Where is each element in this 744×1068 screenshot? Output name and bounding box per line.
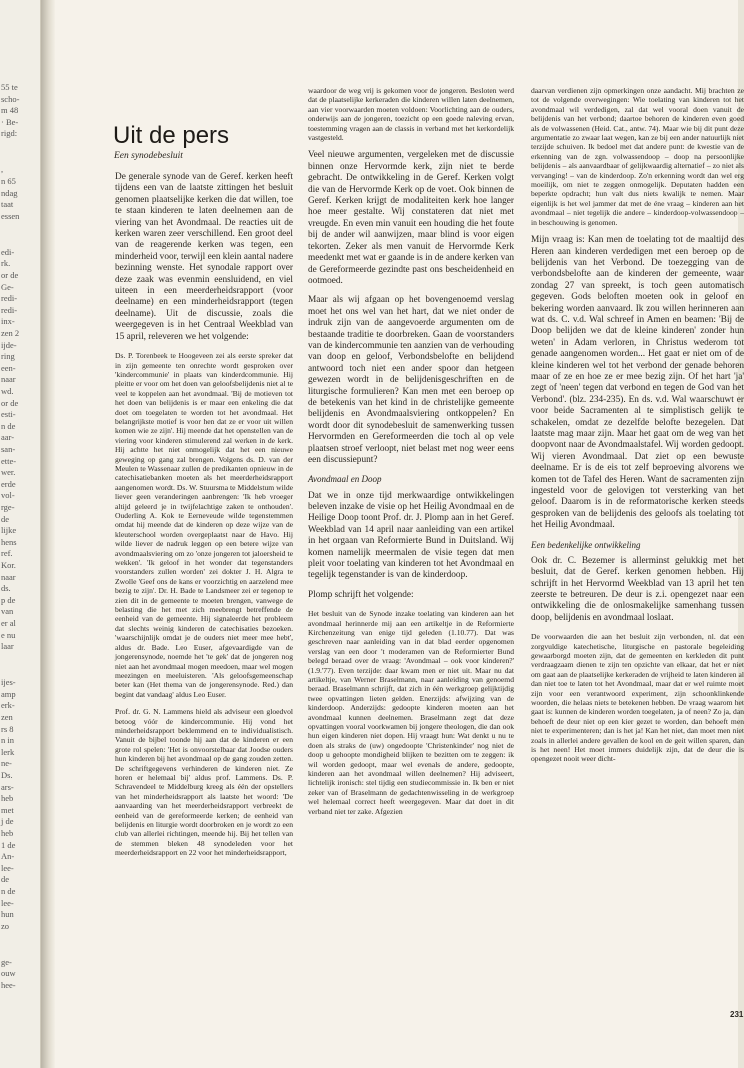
- section-heading: Een bedenkelijke ontwikkeling: [531, 539, 641, 550]
- edge-text-fragment: edi-: [1, 246, 15, 257]
- edge-text-fragment: de: [1, 874, 10, 885]
- paragraph: waardoor de weg vrij is gekomen voor de jongeren. Besloten werd dat de plaatselijke kerkeraden die kinderen willen laten deelnemen, aan vier voorwaarden moeten voldoen: Voorlichting aan de ouders, onderwijs aan de jongeren, toezicht op een goede naleving ervan, toestemming vragen aan de classis in verband met het kerkordelijk vastgesteld.: [308, 86, 514, 143]
- paragraph: Prof. dr. G. N. Lammens hield als adviseur een gloedvol betoog vóór de kindercommunie. Hij vond het minderheidsrapport beklemmend en te individualistisch. Vanuit de bijbel toonde hij aan dat de kinderen er een grote rol spelen: 'Het is onvoorstelbaar dat Joodse ouders hun kinderen bij het avondmaal op de gang zouden zetten. De schriftgegevens verhinderen de kinderen niet. Ze horen er helemaal bij' aldus prof. Lammens. Ds. P. Schravendeel te Middelburg kreeg als één der opstellers van het minderheidsrapport als laatste het woord: 'De aanvaarding van het meerderheidsrapport verbreekt de eenheid van de gereformeerde kerken; de eenheid van belijdenis en liturgie wordt doorbroken en je wordt zo een club van allerlei richtingen, meende hij. Bij het tellen van de stemmen bleken 48 synodeleden voor het meerderheidsrapport en 22 voor het minderheidsrapport,: [115, 707, 293, 858]
- edge-text-fragment: redi-: [1, 304, 18, 315]
- edge-text-fragment: lerk: [1, 746, 15, 757]
- edge-text-fragment: rigd:: [1, 128, 18, 139]
- edge-text-fragment: ref.: [1, 548, 13, 559]
- edge-text-fragment: lee-: [1, 897, 14, 908]
- edge-text-fragment: wer.: [1, 467, 16, 478]
- edge-text-fragment: n de: [1, 886, 16, 896]
- page-number: 231: [730, 1010, 744, 1019]
- edge-text-fragment: aar-: [1, 432, 15, 443]
- paragraph: daarvan verdienen zijn opmerkingen onze aandacht. Mij brachten ze tot de volgende overwegingen: Wie toelating van kinderen tot het avondmaal wil verdedigen, zal dat wel vooral doen vanuit de belijdenis van het verbond; daartoe behoren de kinderen even goed als de volwassenen (Heid. Cat., antw. 74). Maar wie bij dit punt deze argumentatie zo zwaar laat wegen, kan ze bij een ander natuurlijk niet terzijde schuiven. Ik bedoel met dat andere punt: de kwestie van de erkenning van de zgn. volwassendoop – doop na persoonlijke belijdenis – als aanvaardbaar of gelijkwaardig alternatief – zo niet als vervanging! – van de kinderdoop. Zo'n erkenning wordt dan wel erg moeilijk, om niet te zeggen onmogelijk. Deputaten hadden een beperkte opdracht; hun valt dus niets kwalijk te nemen. Maar eigenlijk is het wel jammer dat met de éne vraag – kinderen aan het avondmaal – niet tegelijk die andere – kinderdoop-volwassendoop – in beschouwing is genomen.: [531, 86, 744, 227]
- edge-text-fragment: inx-: [1, 316, 15, 327]
- edge-text-fragment: or de: [1, 270, 19, 280]
- column-3: [531, 86, 744, 772]
- edge-text-fragment: wd.: [1, 386, 14, 396]
- paragraph: De generale synode van de Geref. kerken heeft tijdens een van de laatste zittingen het besluit genomen plaatselijke kerken die dat willen, toe te staan kinderen te laten deelnemen aan de viering van het Avondmaal. De reacties uit de kerken waren zeer verschillend. Een groot deel van de reagerende kerken was tegen, een minderheid voor, terwijl een klein aantal nadere bezinning wenste. Het synodale rapport over deze zaak was evenmin eensluidend, en viel uiteen in een meerderheidsrapport (voor deelname) en een minderheidsrapport (tegen deelname). Uit de discussie, zoals die weergegeven is in het Centraal Weekblad van 15 april, releveren we het volgende:: [115, 172, 294, 342]
- edge-text-fragment: zo: [1, 920, 10, 931]
- paragraph: Ook dr. C. Bezemer is allerminst gelukkig met het besluit, dat de Geref. kerken genomen hebben. Hij schrijft in het Hervormd Weekblad van 13 april het ten zeerste te betreuren. De deur is z.i. opengezet naar een ontwikkeling die de onlosmakelijke samenhang tussen doop, belijdenis en avondmaal loslaat.: [531, 555, 744, 623]
- edge-text-fragment: lee-: [1, 862, 14, 873]
- edge-text-fragment: vol-: [1, 490, 15, 501]
- edge-text-fragment: hee-: [1, 980, 16, 990]
- edge-text-fragment: zen 2: [1, 328, 20, 338]
- edge-text-fragment: naar: [1, 374, 16, 385]
- edge-text-fragment: amp: [1, 688, 16, 699]
- paragraph: Plomp schrijft het volgende:: [308, 589, 414, 600]
- edge-text-fragment: e nu: [1, 629, 16, 640]
- edge-text-fragment: ijes-: [1, 677, 16, 688]
- edge-text-fragment: p de: [1, 594, 16, 605]
- edge-text-fragment: j de: [1, 816, 14, 827]
- edge-text-fragment: taat: [1, 199, 14, 210]
- edge-text-fragment: ge-: [1, 956, 12, 967]
- edge-text-fragment: naar: [1, 571, 16, 582]
- edge-text-fragment: 55 te: [1, 82, 18, 92]
- edge-text-fragment: san-: [1, 444, 16, 454]
- edge-text-fragment: van: [1, 606, 14, 617]
- edge-text-fragment: heb: [1, 793, 14, 804]
- edge-text-fragment: laar: [1, 641, 14, 652]
- previous-page-edge: [0, 0, 41, 1068]
- edge-text-fragment: er al: [1, 618, 16, 628]
- edge-text-fragment: · Be-: [1, 116, 19, 127]
- section-heading: Avondmaal en Doop: [308, 474, 382, 485]
- edge-text-fragment: 1 de: [1, 839, 16, 850]
- edge-text-fragment: lijke: [1, 525, 17, 536]
- edge-text-fragment: met: [1, 804, 14, 815]
- edge-text-fragment: rs 8: [1, 723, 14, 734]
- paragraph: De voorwaarden die aan het besluit zijn verbonden, nl. dat een zorgvuldige katechetische, liturgische en pastorale begeleiding gewaarborgd moeten zijn, dat de gemeenten en kerkleden dit punt verdraagzaam dienen te zijn ten opzichte van elkaar, dat het er niet om gaat aan de plaatselijke kerkeraden de vrijheid te laten kinderen al dan niet toe te laten tot het Avondmaal, maar dat er wel ruimte moet zijn voor een verantwoord experiment, zijn schoonklinkende woorden, die helaas niets te betekenen hebben. De vraag waarom het gaat is: kunnen de kinderen worden toegelaten, ja of neen? Zo ja, dan behoeft de deur niet op een kier gezet te worden, dan behoeft men niet te experimenteren; dan is het ja! Kan het niet, dan moet men niet zoals in allerlei andere gevallen de kool en de geit willen sparen, dan is het neen! Het moet immers duidelijk zijn, dat de deur die is opengezet nooit weer dicht-: [531, 632, 744, 764]
- edge-text-fragment: n 65: [1, 176, 16, 186]
- edge-text-fragment: ds.: [1, 583, 11, 594]
- edge-text-fragment: hens: [1, 536, 17, 547]
- edge-text-fragment: zen: [1, 712, 13, 722]
- paragraph: Het besluit van de Synode inzake toelating van kinderen aan het avondmaal herinnerde mij aan een artikeltje in de Reformierte Kirchenzeitung van enige tijd geleden (1.10.77). Dat was geschreven naar aanleiding van in dat blad eerder opgenomen verslag van een door 't moderamen van de Reformierter Bund belegd beraad over de vraag: 'Avondmaal – ook voor kinderen?' (1.9.'77). Even terzijde: daar kwam men er niet uit. Maar nu dat artikeltje, van Werner Braselmann, naar aanleiding van genoemd beraad. Braselmann schrijft, dat zich in één werkgroep gelijktijdig twee opvattingen lieten gelden. Enerzijds: afwijzing van de kinderdoop. Anderzijds: gedoopte kinderen moeten aan het avondmaal kunnen deelnemen. Braselmann zegt dat deze opvattingen vooral voorkwamen bij jongere theologen, die dan ook hun eigen kinderen niet dopen. Hij vraagt hun: Wat denkt u nu te doen als straks de (uw) ongedoopte 'Christenkinder' nog niet de doop u gehoopte mondigheid blijken te bezitten om te zeggen: ik wil worden gedoopt, maar wel evenals de andere, gedoopte, kinderen aan het avondmaal willen deelnemen? Hij adviseert, lichtelijk ironisch: stel tijdig een studiecommissie in. Ik ben er niet zeker van of Braselmann de gedachtenwisseling in de werkgroep wel helemaal correct heeft weergegeven. Maar dat doet in dit verband niet ter zake. Afgezien: [308, 609, 514, 816]
- edge-text-fragment: Kor.: [1, 560, 16, 570]
- paragraph: Dat we in onze tijd merkwaardige ontwikkelingen beleven inzake de visie op het Heilig Avondmaal en de Heilige Doop toont Prof. dr. J. Plomp aan in het Geref. Weekblad van 14 april naar aanleiding van een artikel in het orgaan van Reformierte Bund in Duitsland. Wij komen namelijk meermalen de visie tegen dat men pleit voor toelating van kinderen tot het Avondmaal en tegelijk tegenstander is van de kinderdoop.: [308, 490, 514, 581]
- paragraph: Veel nieuwe argumenten, vergeleken met de discussie binnen onze Hervormde kerk, zijn niet te berde gebracht. De ontwikkeling in de Geref. Kerken volgt die van de Hervormde Kerk op de voet. Ook binnen de Geref. Kerken krijgt de modaliteiten kerk hoe langer hoe meer gestalte. Wij constateren dat niet met vreugde. En even min vanuit een houding die het foute bij de ander wil aanwijzen, maar blind is voor eigen tekorten. Zeker als men vanuit de Hervormde Kerk meedenkt met wat er gaande is in de andere kerken van de Gereformeerde gezindte past ons bescheidenheid en ootmoed.: [308, 150, 514, 286]
- edge-text-fragment: ouw: [1, 968, 16, 979]
- edge-text-fragment: ndag: [1, 187, 18, 198]
- page: [55, 0, 744, 1068]
- edge-text-fragment: erde: [1, 478, 16, 489]
- edge-text-fragment: ring: [1, 351, 15, 362]
- edge-text-fragment: n in: [1, 735, 14, 746]
- paragraph: Mijn vraag is: Kan men de toelating tot de maaltijd des Heren aan kinderen verdedigen met een beroep op de belijdenis van het Verbond. De toezegging van de verbondsbelofte aan de kinderen der gemeente, waar zondag 27 van spreekt, is toch geen automatisch gegeven. Gods beloften moeten ook in geloof en bekering worden aanvaard. Ik zou willen herinneren aan wat ds. C. v.d. Wal schreef in Amen en beamen: 'Bij de Doop belijden we dat de kleine kinderen' zonder hun weten' in Adam verloren, in Christus wederom tot genade aangenomen worden... Het gaat er niet om of de kleine kinderen wel tot het verbond der genade behoren maar of ze en hoe ze er mee bezig zijn. Of het hart 'ja' zegt of 'neen' tegen dat verbond en tegen de God van het Verbond'. (blz. 234-235). En ds. v.d. Wal waarschuwt er voor beide Sacramenten al te simplistisch gelijk te schakelen, omdat ze dezelfde belofte bezegelen. Dat laatste mag maar zijn. Maar het gaat om de weg van het doopvont naar de Avondmaalstafel. Wij worden gedoopt. Wij vieren Avondmaal. Dat ziet op een bewuste deelname. Er is de eis tot zelf beproeving alvorens we komen tot de Tafel des Heren. Want de sacramenten zijn ingesteld voor de gelovigen tot versterking van het geloof. Daarom is in de reformatorische kerken steeds gesproken van de belijdenis des geloofs als toelating tot het Heilig Avondmaal.: [531, 235, 744, 531]
- edge-text-fragment: rk.: [1, 258, 11, 269]
- edge-text-fragment: esti-: [1, 409, 16, 420]
- edge-text-fragment: een-: [1, 362, 16, 373]
- article-subtitle: Een synodebesluit: [114, 151, 183, 161]
- edge-text-fragment: ette-: [1, 455, 17, 466]
- edge-text-fragment: erk-: [1, 700, 15, 711]
- edge-text-fragment: scho-: [1, 93, 20, 104]
- edge-text-fragment: Ds.: [1, 770, 13, 780]
- column-1: [115, 172, 293, 866]
- column-2: [308, 86, 514, 824]
- edge-text-fragment: n de: [1, 420, 16, 431]
- edge-text-fragment: redi-: [1, 293, 18, 304]
- edge-text-fragment: ars-: [1, 781, 14, 792]
- edge-text-fragment: ijde-: [1, 339, 17, 350]
- paragraph: Ds. P. Torenbeek te Hoogeveen zei als eerste spreker dat in zijn gemeente ten onrechte wordt gesproken over 'kindercommunie' in plaats van kinderdcommunie. Hij pleitte er voor om het doen van geloofsbelijdenis niet al te veel te koppelen aan het avondmaal. 'Bij de motieven tot het doen van belijdenis is er maar een enkeling die dat doet om toegelaten te worden tot het avondmaal. Het belangrijkste motief is voor hen dat ze er voor uit willen komen wie ze zijn'. Hij meende dat het openstellen van de viering voor kinderen stimulerend zal werken in de kerk. Hij achtte het niet onmogelijk dat het een nieuwe geweging op gang zal brengen. Volgens ds. D. van der Meulen te Wassenaar zullen de predikanten opnieuw in de catechisatiebanken moeten als het meerderheidsrapport aangenomen wordt. Ds. W. Stuursma te Middelstum wilde liever geen veranderingen aanbrengen: 'Ik heb vroeger altijd geleerd je in twijfelachtige zaken te onthouden'. Ouderling A. Kok te Eerneveude wilde tegenstemmen omdat hij meende dat de kinderen op deze wijze van de kleuterschool worden overgeplaatst naar de Havo. Hij wilde liever de nadruk leggen op een betere wijze van avondmaalsviering om zo 'onze jongeren tot jaloersheid te wekken'. 'Ik geloof in het wonder dat tegenstanders voorstanders zullen worden' zei dokter J. H. Algra te Zwolle 'Geef ons de kans er voorzichtig en aarzelend mee bezig te zijn'. Dr. H. Bade te Landsmeer zei er tegenop te zien dit in de gemeente te moeten brengen, vanwege de belasting die het met zich meebrengt betreffende de eenheid van de gemeente. Hij signaleerde het probleem dat slechts weinig kinderen de catechisaties bezoeken. 'waarschijnlijk omdat je de ouders niet meer mee hebt', aldus dr. Bade. Leo Euser, afgevaardigde van de jongerensynode, noemde het 'te gek' dat de jongeren nog niet aan het avondmaal mogen meedoen, maar wel mogen meezingen en meeluisteren. 'Als geloofsgemeenschap beter kan (Het thema van de jongerensynode. Red.) dan begint dat vandaag' aldus Leo Euser.: [115, 351, 293, 699]
- edge-text-fragment: ne-: [1, 758, 12, 769]
- edge-text-fragment: heb: [1, 828, 14, 838]
- edge-text-fragment: m 48: [1, 105, 19, 116]
- edge-text-fragment: or de: [1, 397, 19, 408]
- page-fold: [41, 0, 55, 1068]
- edge-text-fragment: An-: [1, 851, 15, 862]
- edge-text-fragment: ,: [1, 164, 4, 175]
- edge-text-fragment: essen: [1, 210, 20, 221]
- edge-text-fragment: de: [1, 513, 10, 524]
- edge-text-fragment: rge-: [1, 502, 15, 512]
- article-title: Uit de pers: [113, 122, 230, 149]
- paragraph: Maar als wij afgaan op het bovengenoemd verslag moet het ons wel van het hart, dat we niet onder de indruk zijn van de aangevoerde argumenten om de bestaande traditie te doorbreken. Gaan de voorstanders van de kindercommunie ten aanzien van de verhouding van doop en geloof, Verbondsbelofte en belijdend antwoord toch niet een ander spoor dan hetgeen gewezen wordt in de belijdenisgeschriften en de liturgische formulieren? Kan men met een beroep op de betekenis van het kind in de christelijke gemeente belijdenis en Avondmaalsviering ontkoppelen? En wordt door dit synodebesluit de samenwerking tussen Hervormden en Gereformeerden die toch al op vele plaatsen stroef verloopt, niet belast met nog weer eens een discussiepunt?: [308, 295, 514, 465]
- edge-text-fragment: hun: [1, 909, 14, 920]
- edge-text-fragment: Ge-: [1, 281, 14, 292]
